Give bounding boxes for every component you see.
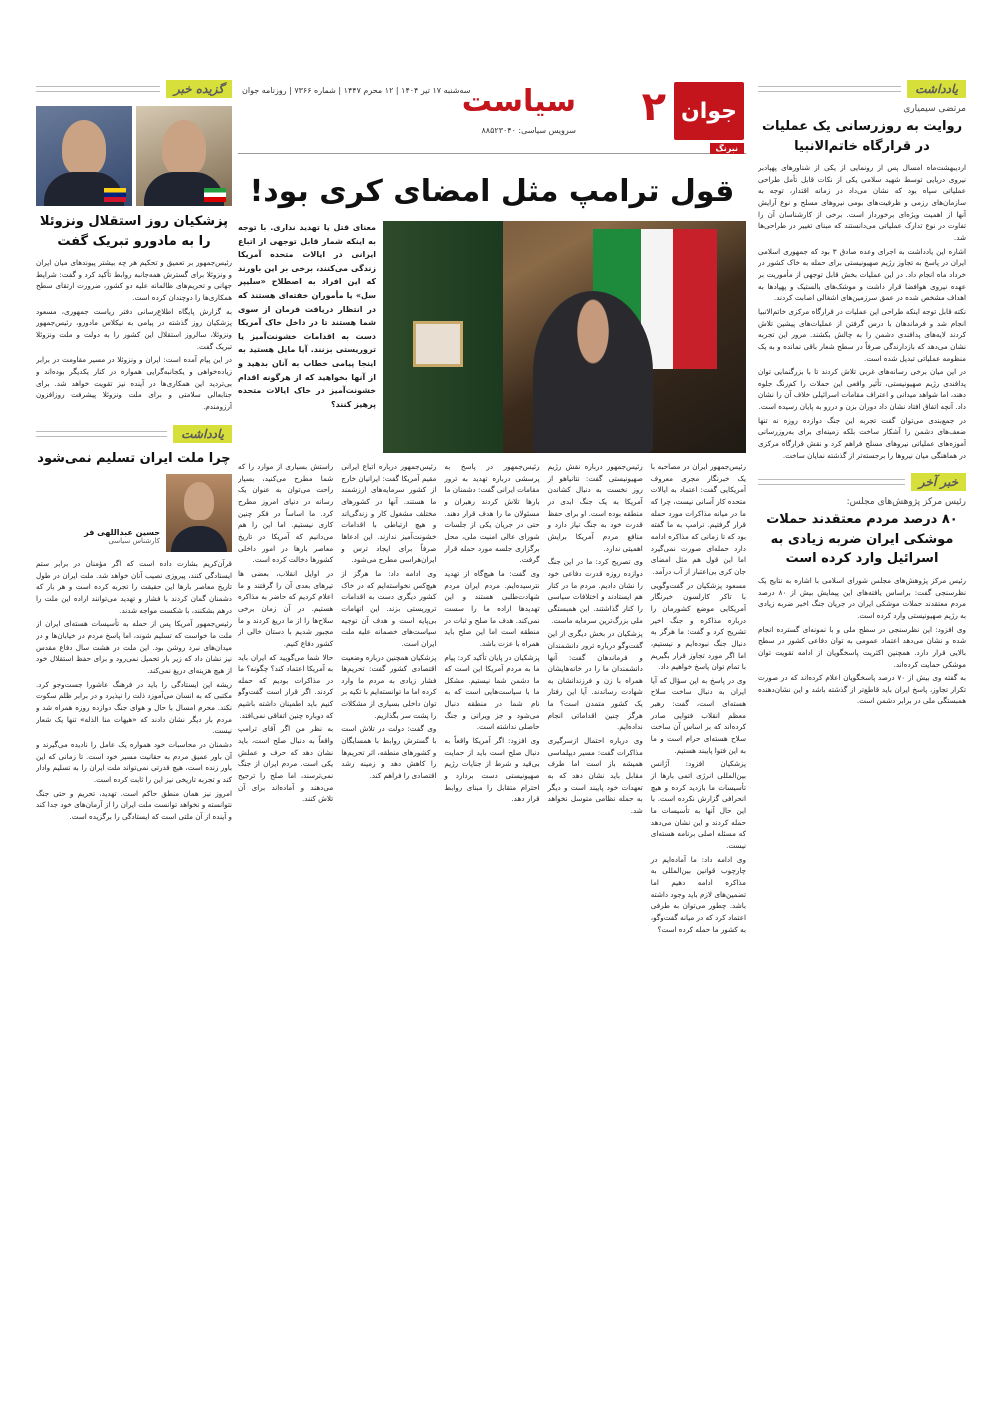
article-column-2: رئیس‌جمهور درباره نقش رژیم صهیونیستی گفت: نتانیاهو از روز نخست به دنبال کشاندن آمریکا به یک جنگ ابدی در منطقه بوده است. او برای حفظ قدرت خود به جنگ نیاز دارد و منافع مردم آمریکا برایش اهمیتی ندارد. وی تصریح کرد: ما در این جنگ دوازده روزه قدرت دفاعی خود را نشان دادیم. مردم ما در کنار هم ایستادند و اختلافات سیاسی را کنار گذاشتند. این همبستگی ملی بزرگ‌ترین سرمایه ماست. پزشکیان در بخش دیگری از این گفت‌وگو درباره ترور دانشمندان و فرماندهان گفت: آنها دانشمندان ما را در خانه‌هایشان همراه با زن و فرزندانشان به شهادت رساندند. آیا این رفتار یک کشور متمدن است؟ ما هرگز چنین اقداماتی انجام نداده‌ایم. وی درباره احتمال ازسرگیری مذاکرات گفت: مسیر دیپلماسی همیشه باز است اما طرف مقابل باید نشان دهد که به تعهدات خود پایبند است و دیگر به حمله نظامی متوسل نخواهد شد. bbox=[547, 462, 643, 816]
president-photo bbox=[383, 221, 746, 453]
suit bbox=[171, 526, 227, 552]
section-header-note-left bbox=[36, 423, 232, 445]
maduro-photo bbox=[36, 106, 132, 206]
face bbox=[62, 120, 106, 176]
section-header-note bbox=[758, 78, 966, 100]
author-box bbox=[36, 474, 232, 552]
section-tag-2: خبر آخر bbox=[911, 473, 966, 491]
section-rule-note-left bbox=[36, 431, 167, 437]
face bbox=[184, 482, 214, 520]
photo-area bbox=[238, 221, 746, 453]
picture-frame bbox=[413, 321, 463, 367]
article-column-1: رئیس‌جمهور ایران در مصاحبه با یک خبرنگار مجری معروف آمریکایی گفت: اعتماد به ایالات متحده کار آسانی نیست، چرا که ما در میانه مذاکرات مورد حمله قرار گرفتیم. ترامپ به ما گفته بود که تا زمانی که مذاکره ادامه دارد حمله‌ای صورت نمی‌گیرد اما این قول هم مثل امضای جان کری بی‌اعتبار از آب درآمد. مسعود پزشکیان در گفت‌وگویی با تاکر کارلسون خبرنگار آمریکایی موضع کشورمان را درباره مذاکره و جنگ اخیر تشریح کرد و گفت: ما هرگز به دنبال جنگ نبوده‌ایم و نیستیم، اما اگر مورد تجاوز قرار بگیریم با تمام توان پاسخ خواهیم داد. وی در پاسخ به این سؤال که آیا ایران به دنبال ساخت سلاح هسته‌ای است، گفت: رهبر معظم انقلاب فتوایی صادر کرده‌اند که بر اساس آن ساخت سلاح هسته‌ای حرام است و ما به این فتوا پایبند هستیم. پزشکیان افزود: آژانس بین‌المللی انرژی اتمی بارها از تأسیسات ما بازدید کرده و هیچ انحرافی گزارش نکرده است. با این حال آنها به تأسیسات ما حمله کردند و این نشان می‌دهد که مسئله اصلی برنامه هسته‌ای نیست. وی ادامه داد: ما آماده‌ایم در چارچوب قوانین بین‌المللی به مذاکره ادامه دهیم اما تضمین‌های لازم باید وجود داشته باشد. چطور می‌توان به طرفی اعتماد کرد که در میانه گفت‌وگو، به کشور ما حمله کرده است؟ bbox=[650, 462, 746, 934]
news-body: رئیس مرکز پژوهش‌های مجلس شورای اسلامی با اشاره به نتایج یک نظرسنجی گفت: براساس یافته‌های این پیمایش بیش از ۸۰ درصد مردم معتقدند حملات موشکی ایران در جریان جنگ اخیر ضربه زیادی به رژیم صهیونیستی وارد کرده است. وی افزود: این نظرسنجی در سطح ملی و با نمونه‌ای گسترده انجام شده و نشان می‌دهد اعتماد عمومی به توان دفاعی کشور در سطح بالایی قرار دارد. همچنین اکثریت پاسخگویان از ادامه تقویت توان موشکی حمایت کرده‌اند. به گفته وی بیش از ۷۰ درصد پاسخگویان اعلام کرده‌اند که در صورت تکرار تجاوز، پاسخ ایران باید قاطع‌تر از گذشته باشد و این نشان‌دهنده همبستگی ملی در برابر دشمن است. bbox=[758, 575, 966, 706]
flag-red bbox=[673, 229, 717, 369]
issue-meta: سه‌شنبه ۱۷ تیر ۱۴۰۴ | ۱۲ محرم ۱۴۴۷ | شماره ۷۳۶۶ | روزنامه جوان bbox=[242, 86, 471, 95]
note-title: روایت به روزرسانی یک عملیات در قرارگاه خاتم‌الانبیا bbox=[761, 119, 963, 154]
section-header-last-news bbox=[758, 471, 966, 493]
main-story bbox=[238, 160, 746, 1380]
section-tag-note-left: یادداشت bbox=[173, 425, 232, 443]
masthead-bar bbox=[238, 78, 746, 154]
face bbox=[162, 120, 206, 176]
brief-title: پزشکیان روز استقلال ونزوئلا را به مادورو تبریک گفت bbox=[39, 214, 229, 249]
opinion-author-role: کارشناس سیاسی bbox=[108, 537, 160, 546]
article-column-4: رئیس‌جمهور درباره اتباع ایرانی مقیم آمریکا گفت: ایرانیان خارج از کشور سرمایه‌های ارزشمند ما هستند. آنها در کشورهای مختلف مشغول کار و زندگی‌اند و هیچ ارتباطی با اقدامات خشونت‌آمیز ندارند. این ادعاها صرفاً برای ایجاد ترس و ایران‌هراسی مطرح می‌شود. وی ادامه داد: ما هرگز از هیچ‌کس نخواسته‌ایم که در خاک کشور دیگری دست به اقدامات تروریستی بزند. این اتهامات بی‌پایه است و هدف آن توجیه سیاست‌های خصمانه علیه ملت ایران است. پزشکیان همچنین درباره وضعیت اقتصادی کشور گفت: تحریم‌ها فشار زیادی به مردم ما وارد کرده اما ما توانسته‌ایم با تکیه بر توان داخلی بسیاری از مشکلات را پشت سر بگذاریم. وی گفت: دولت در تلاش است با گسترش روابط با همسایگان و کشورهای منطقه، اثر تحریم‌ها را کاهش دهد و زمینه رشد اقتصادی را فراهم کند. bbox=[341, 462, 437, 781]
author-name: مرتضی سیمیاری bbox=[903, 104, 966, 114]
brief-body: رئیس‌جمهور بر تعمیق و تحکیم هر چه بیشتر پیوندهای میان ایران و ونزوئلا برای گسترش همه‌جانبه روابط تأکید کرد و گفت: شرایط جهانی و تحریم‌های ظالمانه علیه دو کشور، ضرورت ارتقای سطح همکاری‌ها را دوچندان کرده است. به گزارش پایگاه اطلاع‌رسانی دفتر ریاست جمهوری، مسعود پزشکیان روز گذشته در پیامی به نیکلاس مادورو، رئیس‌جمهور ونزوئلا، سالروز استقلال این کشور را به دولت و ملت ونزوئلا تبریک گفت. در این پیام آمده است: ایران و ونزوئلا در مسیر مقاومت در برابر زیاده‌خواهی و یکجانبه‌گرایی همواره در کنار یکدیگر بوده‌اند و بی‌تردید این همکاری‌ها در آینده نیز تقویت خواهد شد. برای جنابعالی سلامتی و برای ملت ونزوئلا پیشرفت روزافزون آرزومندم. bbox=[36, 258, 232, 411]
left-column bbox=[36, 78, 232, 1378]
right-column bbox=[758, 78, 966, 1378]
section-header-brief bbox=[36, 78, 232, 100]
badge: نبرنگ bbox=[710, 143, 744, 154]
article-column-5: راستش بسیاری از موارد را که شما مطرح می‌کنید، بسیار راحت می‌توان به عنوان یک رسانه در دنیای امروز مطرح کرد. ما اساساً در فکر چنین کاری نیستیم. اما این را هم می‌دانیم که آمریکا در تاریخ معاصر بارها در امور داخلی کشورها دخالت کرده است. در اوایل انقلاب، بعضی ها تیرهای بعدی آن را گرفتند و ما اعلام کردیم که حاضر به مذاکره هستیم. در آن زمان برخی سلاح‌ها را از ما دریغ کردند و ما مجبور شدیم با دستان خالی از کشور دفاع کنیم. حالا شما می‌گویید که ایران باید به آمریکا اعتماد کند؟ چگونه؟ ما در مذاکرات بودیم که حمله کردند. اگر قرار است گفت‌وگو کنیم باید اطمینان داشته باشیم که دوباره چنین اتفاقی نمی‌افتد. به نظر من اگر آقای ترامپ واقعاً به دنبال صلح است، باید نشان دهد که حرف و عملش یکی است. مردم ایران از جنگ نمی‌ترسند، اما صلح را ترجیح می‌دهند و آماده‌اند برای آن تلاش کنند. bbox=[238, 462, 334, 804]
section-rule bbox=[758, 86, 901, 92]
pezeshkian-photo bbox=[136, 106, 232, 206]
section-tag: یادداشت bbox=[907, 80, 966, 98]
opinion-author-name: حسین عبداللهی فر bbox=[84, 528, 160, 538]
news-title: ۸۰ درصد مردم معتقدند حملات موشکی ایران ضربه زیادی به اسرائیل وارد کرده است bbox=[766, 512, 958, 567]
leaders-photos bbox=[36, 106, 232, 206]
section-tag-brief: گزیده خبر bbox=[166, 80, 232, 98]
telephone: سرویس سیاسی: ۸۸۵۲۳۰۴۰ bbox=[481, 126, 576, 135]
newspaper-logo[interactable] bbox=[674, 82, 744, 153]
author-info bbox=[84, 474, 160, 552]
opinion-body: قرآن‌کریم بشارت داده است که اگر مؤمنان در برابر ستم ایستادگی کنند، پیروزی نصیب آنان خواهد شد. ملت ایران در طول تاریخ معاصر بارها این حقیقت را تجربه کرده است و هر بار که دشمنان گمان کردند با فشار و تهدید می‌توانند اراده این ملت را درهم بشکنند، با شکست مواجه شدند. رئیس‌جمهور آمریکا پس از حمله به تأسیسات هسته‌ای ایران از ملت ما خواست که تسلیم شوند، اما پاسخ مردم در خیابان‌ها و در میدان‌های نبرد روشن بود. این ملت در هشت سال دفاع مقدس نیز نشان داد که زیر بار تحمیل نمی‌رود و برای حفظ استقلال خود از هیچ هزینه‌ای دریغ نمی‌کند. ریشه این ایستادگی را باید در فرهنگ عاشورا جست‌وجو کرد. مکتبی که به انسان می‌آموزد ذلت را نپذیرد و در برابر ظلم سکوت نکند. محرم امسال با حال و هوای جنگ دوازده روزه همراه شد و مردم بار دیگر نشان دادند که «هیهات منا الذله» تنها یک شعار نیست. دشمنان در محاسبات خود همواره یک عامل را نادیده می‌گیرند و آن باور عمیق مردم به حقانیت مسیر خود است. تا زمانی که این باور زنده است، هیچ قدرتی نمی‌تواند ملت ایران را به تسلیم وادار کند و تجربه تاریخی نیز این را ثابت کرده است. امروز نیز همان منطق حاکم است. تهدید، تحریم و حتی جنگ نتوانسته و نخواهد توانست ملت ایران را از آرمان‌های خود جدا کند و آینده از آن ملتی است که ایستادگی را برگزیده است. bbox=[36, 559, 232, 821]
iran-flag-icon bbox=[204, 188, 226, 202]
article-column-3: رئیس‌جمهور در پاسخ به پرسشی درباره تهدید به ترور مقامات ایرانی گفت: دشمنان ما بارها تلاش کردند رهبران و مسئولان ما را هدف قرار دهند. حتی در جریان یکی از جلسات شورای عالی امنیت ملی، محل برگزاری جلسه مورد حمله قرار گرفت. وی گفت: ما هیچ‌گاه از تهدید نترسیده‌ایم. مردم ایران مردم شهادت‌طلبی هستند و این تهدیدها اراده ما را سست نمی‌کند. هدف ما صلح و ثبات در منطقه است اما این صلح باید همراه با عزت باشد. پزشکیان در پایان تأکید کرد: پیام ما به مردم آمریکا این است که ما دشمن شما نیستیم. مشکل ما با سیاست‌هایی است که به نام شما در منطقه دنبال می‌شود و جز ویرانی و جنگ حاصلی نداشته است. وی افزود: اگر آمریکا واقعاً به دنبال صلح است باید از حمایت بی‌قید و شرط از جنایات رژیم صهیونیستی دست بردارد و احترام متقابل را مبنای روابط قرار دهد. bbox=[444, 462, 540, 804]
lead-text: معنای قتل یا تهدید نداری. با توجه به اینکه شمار قابل توجهی از اتباع ایرانی در ایالات متحده آمریکا زندگی می‌کنند، برخی بر این باورند که این افراد به اصطلاح «سلیپر سل» یا مأموران خفته‌ای هستند که در انتظار دریافت فرمان از سوی شما هستند تا در داخل خاک آمریکا دست به اقدامات خشونت‌آمیز یا تروریستی بزنند. آیا مایل هستید به اینجا پیامی خطاب به آنان بدهید و از آنها بخواهید که از هرگونه اقدام خشونت‌آمیز در خاک ایالات متحده پرهیز کنند؟ bbox=[238, 223, 376, 409]
opinion-title: چرا ملت ایران تسلیم نمی‌شود bbox=[37, 450, 231, 466]
page-number: ۲ bbox=[641, 84, 666, 130]
section-rule-2 bbox=[758, 479, 905, 485]
headline: قول ترامپ مثل امضای کری بود! bbox=[249, 174, 735, 209]
logo-text: جوان bbox=[681, 98, 737, 124]
person bbox=[533, 291, 653, 453]
section-rule-brief bbox=[36, 86, 160, 92]
news-kicker: رئیس مرکز پژوهش‌های مجلس: bbox=[846, 497, 966, 508]
venezuela-flag-icon bbox=[104, 188, 126, 202]
section-title: سیاست bbox=[461, 84, 576, 119]
masthead bbox=[238, 78, 746, 154]
note-body: اردیبهشت‌ماه امسال پس از رونمایی از یکی از شناورهای پهپادبر نیروی دریایی توسط شهید سلامی یکی از نکات قابل تأمل طراحی عملیاتی سپاه بود که نشان می‌داد در زمانه اقتدار، توجه به سازمان‌های رزمی و ظرفیت‌های بومی نیروهای مسلح و نوع آرایش آنها از اهمیت ویژه‌ای برخوردار است. برخی از کارشناسان آن را تفاوت در نوع تدارک عملیاتی می‌دانستند که مبنای تغییر در طراحی‌ها شد. اشاره این یادداشت به اجرای وعده صادق ۳ بود که جمهوری اسلامی ایران در پاسخ به تجاوز رژیم صهیونیستی برای حمله به خاک کشور در خرداد ماه انجام داد. در این عملیات بخش قابل توجهی از مأموریت بر عهده نیروی هوافضا قرار داشت و موشک‌های بالستیک و پهپادها به اهداف مشخص شده در عمق سرزمین‌های اشغالی اصابت کردند. نکته قابل توجه اینکه طراحی این عملیات در قرارگاه مرکزی خاتم‌الانبیا انجام شد و فرماندهان با درس گرفتن از عملیات‌های پیشین تلاش کردند لایه‌های پدافندی دشمن را به چالش بکشند. مرور این تجربه نشان می‌دهد که بازدارندگی صرفاً در سطح شعار باقی نمانده و به یک منظومه عملیاتی تبدیل شده است. در این میان برخی رسانه‌های غربی تلاش کردند تا با بزرگنمایی توان پدافندی رژیم صهیونیستی، تأثیر واقعی این حملات را کم‌رنگ جلوه دهند، اما شواهد میدانی و اعتراف مقامات اسرائیلی خلاف آن را نشان داد. آنچه اتفاق افتاد نشان داد دوران بزن و دررو به پایان رسیده است. در جمع‌بندی می‌توان گفت تجربه این جنگ دوازده روزه نه تنها ضعف‌های دشمن را آشکار ساخت بلکه زمینه‌ای برای به‌روزرسانی آموزه‌های عملیاتی نیروهای مسلح فراهم کرد و نقش قرارگاه مرکزی در هماهنگی میان نیروها را برجسته‌تر از گذشته نمایان ساخت. bbox=[758, 163, 966, 460]
author-photo bbox=[166, 474, 232, 552]
article-columns bbox=[238, 461, 746, 937]
